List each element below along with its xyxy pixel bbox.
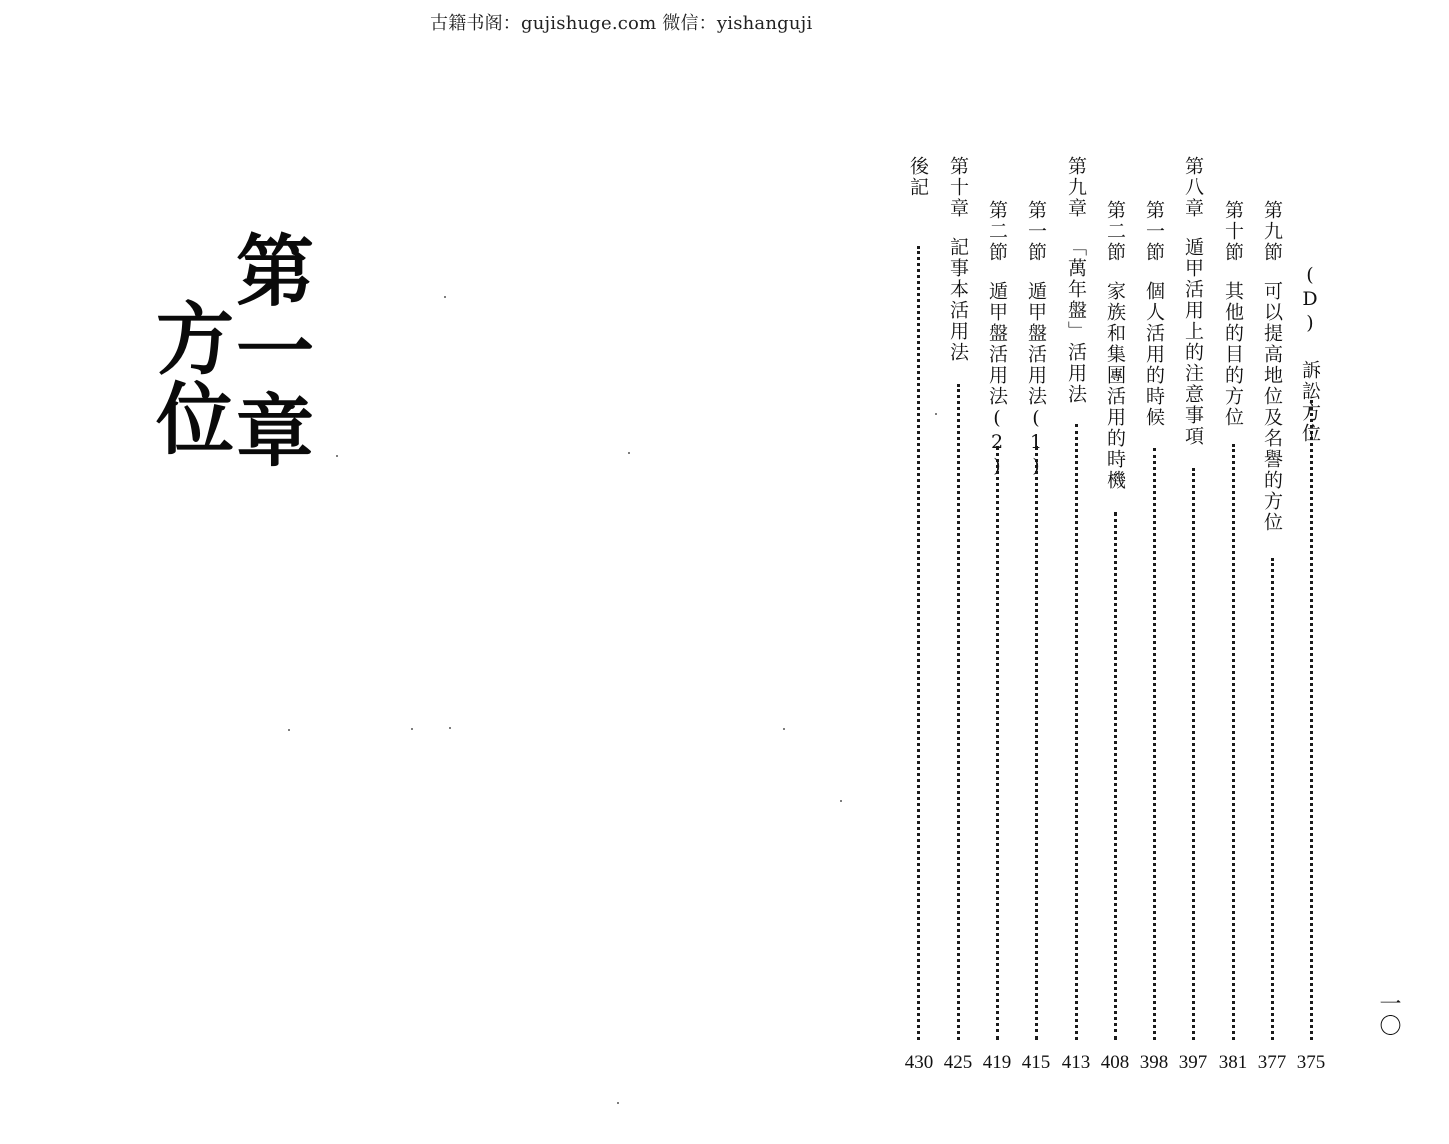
toc-leader-dots xyxy=(1310,400,1316,1040)
scan-speck xyxy=(935,413,937,415)
chapter-name: 方位 xyxy=(143,298,234,458)
toc-entry-label: 第九節 xyxy=(1261,200,1283,263)
toc-entry-title: 個人活用的時候 xyxy=(1143,281,1165,428)
toc-page-number: 381 xyxy=(1218,1052,1248,1073)
toc-entry xyxy=(1222,200,1244,428)
toc-page-number: 397 xyxy=(1178,1052,1208,1073)
scan-speck xyxy=(617,1102,619,1104)
toc-entry xyxy=(1065,156,1087,405)
toc-leader-dots xyxy=(1192,468,1198,1040)
scan-speck xyxy=(411,728,413,730)
toc-entry xyxy=(986,200,1008,479)
watermark-text: 古籍书阁：gujishuge.com 微信：yishanguji xyxy=(430,13,813,34)
toc-page-number: 408 xyxy=(1100,1052,1130,1073)
toc-entry-title: (D) 訴訟方位 xyxy=(1299,264,1321,444)
toc-entry xyxy=(947,156,969,363)
toc-leader-dots xyxy=(917,246,923,1040)
toc-entry xyxy=(1143,200,1165,428)
scan-speck xyxy=(840,800,842,802)
toc-page-number: 398 xyxy=(1139,1052,1169,1073)
chapter-number: 第一章 xyxy=(223,230,314,470)
page-folio-number: 一〇 xyxy=(1376,992,1401,1036)
toc-page-number: 425 xyxy=(943,1052,973,1073)
scan-speck xyxy=(336,455,338,457)
toc-entry xyxy=(1104,200,1126,491)
toc-page-number: 430 xyxy=(904,1052,934,1073)
toc-entry-label: 第二節 xyxy=(986,200,1008,263)
toc-entry xyxy=(1261,200,1283,533)
scan-speck xyxy=(444,296,446,298)
toc-entry-title: 記事本活用法 xyxy=(947,237,969,363)
toc-entry-label: 後記 xyxy=(907,156,929,198)
toc-page-number: 375 xyxy=(1296,1052,1326,1073)
toc-entry-label: 第八章 xyxy=(1182,156,1204,219)
toc-leader-dots xyxy=(1114,512,1120,1040)
toc-leader-dots xyxy=(1075,424,1081,1040)
toc-entry-title: 家族和集團活用的時機 xyxy=(1104,281,1126,491)
toc-leader-dots xyxy=(1271,558,1277,1040)
toc-entry-title: 遁甲盤活用法(1) xyxy=(1025,281,1047,479)
toc-entry-label: 第一節 xyxy=(1025,200,1047,263)
toc-entry-title: 其他的目的方位 xyxy=(1222,281,1244,428)
toc-page-number: 413 xyxy=(1061,1052,1091,1073)
toc-entry-title: 遁甲活用上的注意事項 xyxy=(1182,237,1204,447)
toc-leader-dots xyxy=(1232,444,1238,1040)
toc-entry-title: 遁甲盤活用法(2) xyxy=(986,281,1008,479)
scan-speck xyxy=(449,727,451,729)
scan-speck xyxy=(783,728,785,730)
toc-entry-title: 可以提高地位及名譽的方位 xyxy=(1261,281,1283,533)
toc-leader-dots xyxy=(1153,448,1159,1040)
scan-speck xyxy=(288,729,290,731)
toc-entry-title: 「萬年盤」活用法 xyxy=(1065,237,1087,405)
toc-page-number: 377 xyxy=(1257,1052,1287,1073)
toc-page-number: 419 xyxy=(982,1052,1012,1073)
toc-entry xyxy=(907,156,929,198)
toc-leader-dots xyxy=(957,384,963,1040)
toc-entry-label: 第九章 xyxy=(1065,156,1087,219)
toc-leader-dots xyxy=(996,446,1002,1040)
toc-entry-label: 第十節 xyxy=(1222,200,1244,263)
toc-entry-label: 第二節 xyxy=(1104,200,1126,263)
toc-page-number: 415 xyxy=(1021,1052,1051,1073)
toc-entry xyxy=(1025,200,1047,479)
toc-entry-label: 第十章 xyxy=(947,156,969,219)
scan-speck xyxy=(628,452,630,454)
toc-entry-label: 第一節 xyxy=(1143,200,1165,263)
toc-leader-dots xyxy=(1035,446,1041,1040)
toc-entry xyxy=(1182,156,1204,447)
